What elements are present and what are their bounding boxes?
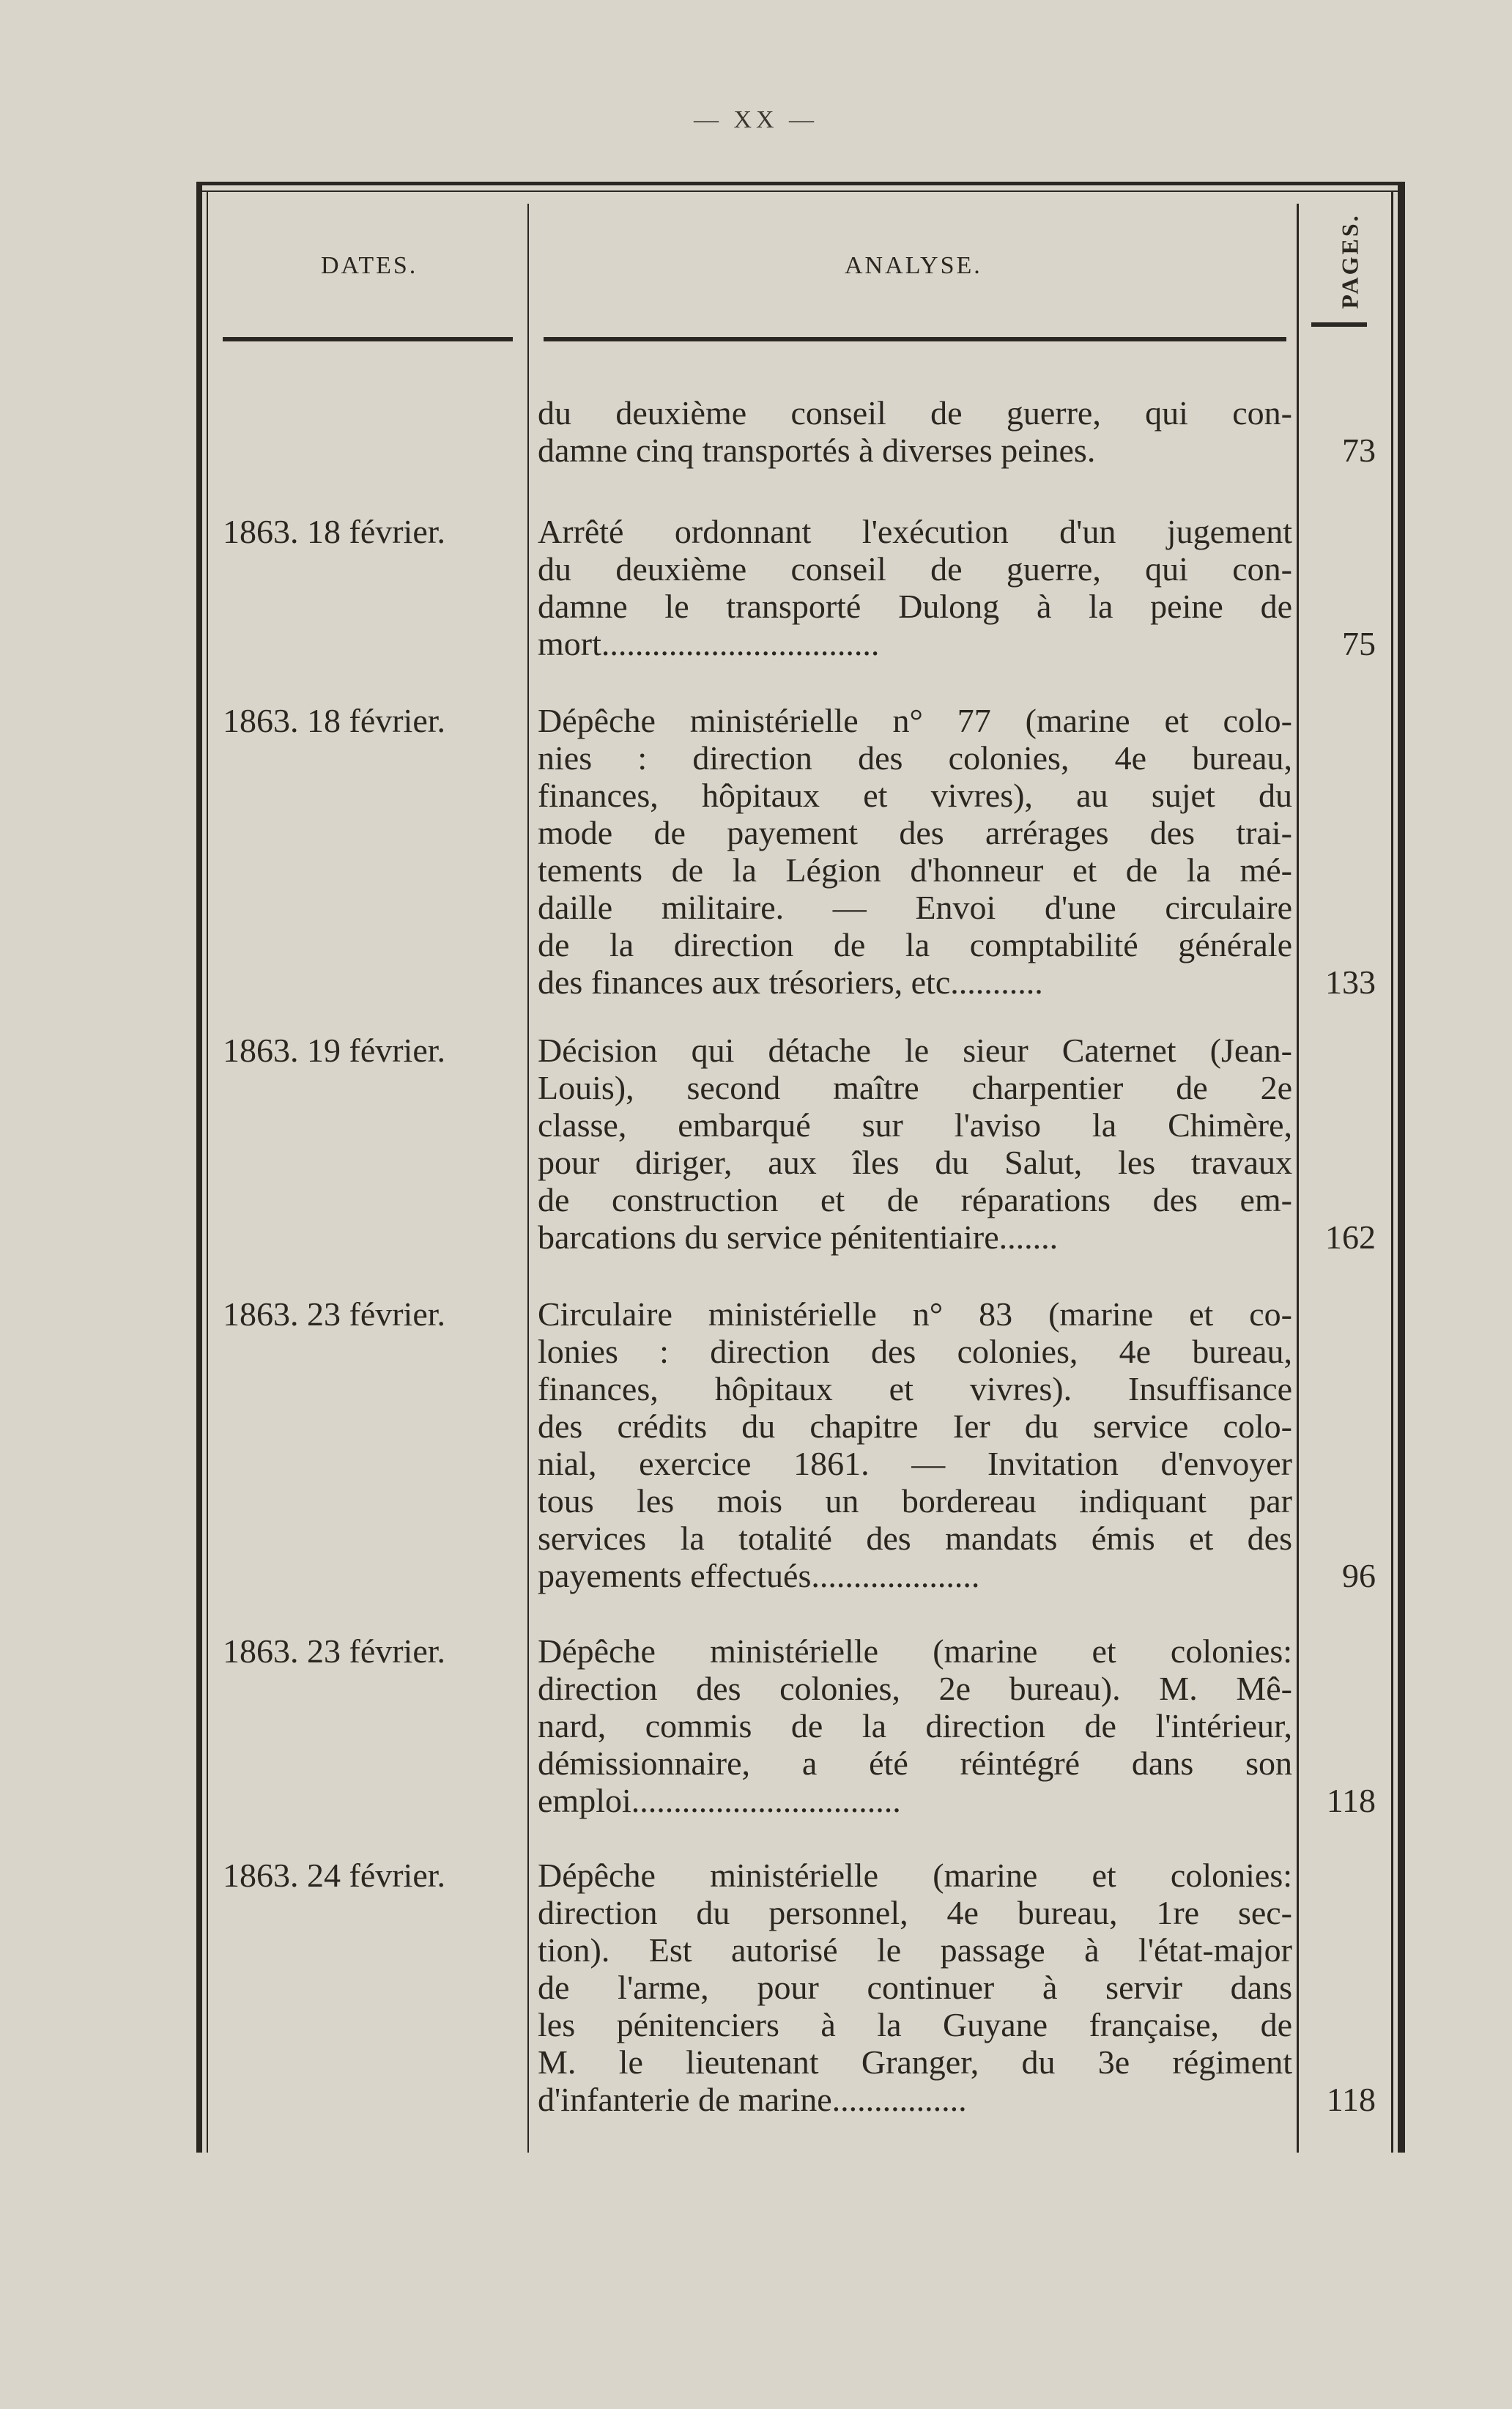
index-table	[196, 182, 1405, 2153]
analysis-line: des finances aux trésoriers, etc...........	[538, 963, 1043, 1001]
analysis-line: nard, commis de la direction de l'intérieur,	[538, 1707, 1292, 1744]
entry-analysis	[538, 394, 1292, 469]
right-inner-rule	[1391, 192, 1393, 2153]
left-inner-rule	[207, 192, 208, 2153]
header-dates: DATES.	[321, 252, 418, 279]
entry-analysis	[538, 1032, 1292, 1256]
entry-page-number: 133	[1325, 963, 1376, 1001]
analysis-line: direction du personnel, 4e bureau, 1re sec-	[538, 1894, 1292, 1931]
analysis-line: barcations du service pénitentiaire.......	[538, 1218, 1059, 1256]
analysis-line: les pénitenciers à la Guyane française, de	[538, 2006, 1292, 2043]
right-rule	[1398, 182, 1405, 2153]
entry-date: 1863. 23 février.	[223, 1632, 446, 1670]
analysis-line: de la direction de la comptabilité générale	[538, 926, 1292, 963]
analysis-line: daille militaire. — Envoi d'une circulaire	[538, 889, 1292, 926]
entry-analysis	[538, 702, 1292, 1001]
entry-page-number: 96	[1342, 1557, 1376, 1594]
analysis-line: nies : direction des colonies, 4e bureau,	[538, 739, 1292, 777]
analysis-line: mode de payement des arrérages des trai-	[538, 814, 1292, 851]
entry-date: 1863. 23 février.	[223, 1295, 446, 1333]
entry-page-number: 75	[1342, 625, 1376, 662]
analysis-line: Circulaire ministérielle n° 83 (marine et co-	[538, 1295, 1292, 1333]
entry-date: 1863. 18 février.	[223, 513, 446, 550]
analysis-line: Arrêté ordonnant l'exécution d'un jugement	[538, 513, 1292, 550]
analysis-line: classe, embarqué sur l'aviso la Chimère,	[538, 1106, 1292, 1144]
analysis-line: Louis), second maître charpentier de 2e	[538, 1069, 1292, 1106]
entry-analysis	[538, 1295, 1292, 1594]
analysis-line: du deuxième conseil de guerre, qui con-	[538, 394, 1292, 432]
analysis-line: du deuxième conseil de guerre, qui con-	[538, 550, 1292, 588]
analysis-line: de construction et de réparations des em-	[538, 1181, 1292, 1218]
entry-date: 1863. 24 février.	[223, 1857, 446, 1894]
analysis-line: d'infanterie de marine................	[538, 2081, 967, 2118]
entry-page-number: 73	[1342, 432, 1376, 469]
analysis-line: tements de la Légion d'honneur et de la mé-	[538, 851, 1292, 889]
column-separator-pages	[1297, 204, 1299, 2153]
header-pages-label: PAGES.	[1336, 213, 1363, 309]
header-pages	[1317, 213, 1376, 309]
analysis-line: pour diriger, aux îles du Salut, les travaux	[538, 1144, 1292, 1181]
analysis-line: Décision qui détache le sieur Caternet (Jean-	[538, 1032, 1292, 1069]
entry-page-number: 118	[1326, 2081, 1376, 2118]
analysis-line: nial, exercice 1861. — Invitation d'envoyer	[538, 1445, 1292, 1482]
page-number: — XX —	[693, 106, 819, 133]
analysis-line: finances, hôpitaux et vivres), au sujet du	[538, 777, 1292, 814]
analysis-line: damne cinq transportés à diverses peines.	[538, 432, 1096, 469]
header-underline-dates	[223, 337, 513, 341]
analysis-line: direction des colonies, 2e bureau). M. Mê-	[538, 1670, 1292, 1707]
entry-analysis	[538, 513, 1292, 662]
analysis-line: M. le lieutenant Granger, du 3e régiment	[538, 2043, 1292, 2081]
header-analyse: ANALYSE.	[845, 252, 982, 279]
analysis-line: damne le transporté Dulong à la peine de	[538, 588, 1292, 625]
analysis-line: Dépêche ministérielle (marine et colonies:	[538, 1632, 1292, 1670]
analysis-line: finances, hôpitaux et vivres). Insuffisance	[538, 1370, 1292, 1407]
analysis-line: Dépêche ministérielle n° 77 (marine et colo-	[538, 702, 1292, 739]
entry-analysis	[538, 1632, 1292, 1819]
header-underline-analyse	[544, 337, 1286, 341]
header-underline-pages	[1311, 322, 1367, 327]
analysis-line: de l'arme, pour continuer à servir dans	[538, 1969, 1292, 2006]
analysis-line: Dépêche ministérielle (marine et colonies:	[538, 1857, 1292, 1894]
column-separator-dates	[527, 204, 529, 2153]
entry-analysis	[538, 1857, 1292, 2118]
analysis-line: lonies : direction des colonies, 4e bureau,	[538, 1333, 1292, 1370]
analysis-line: payements effectués....................	[538, 1557, 980, 1594]
analysis-line: tous les mois un bordereau indiquant par	[538, 1482, 1292, 1520]
analysis-line: des crédits du chapitre Ier du service colo-	[538, 1407, 1292, 1445]
analysis-line: tion). Est autorisé le passage à l'état-major	[538, 1931, 1292, 1969]
analysis-line: services la totalité des mandats émis et des	[538, 1520, 1292, 1557]
analysis-line: mort.................................	[538, 625, 880, 662]
top-rule	[196, 182, 1405, 192]
entry-date: 1863. 19 février.	[223, 1032, 446, 1069]
left-rule	[196, 182, 202, 2153]
entry-date: 1863. 18 février.	[223, 702, 446, 739]
analysis-line: démissionnaire, a été réintégré dans son	[538, 1744, 1292, 1782]
entry-page-number: 118	[1326, 1782, 1376, 1819]
analysis-line: emploi................................	[538, 1782, 901, 1819]
entry-page-number: 162	[1325, 1218, 1376, 1256]
